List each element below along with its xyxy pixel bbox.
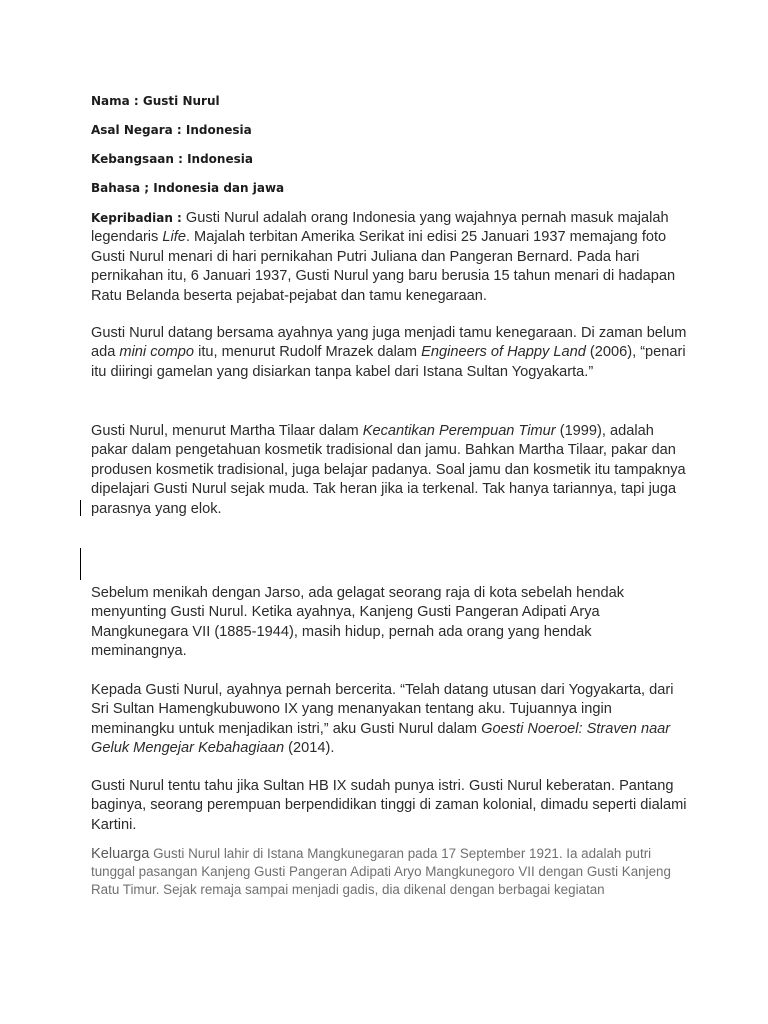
paragraph-label: Keluarga: [91, 846, 150, 862]
paragraph-text: Gusti Nurul adalah orang Indonesia yang wajahnya pernah masuk majalah legendaris: [91, 210, 669, 246]
paragraph-text: Gusti Nurul tentu tahu jika Sultan HB IX sudah punya istri. Gusti Nurul keberatan. Pantang baginya, seorang perempuan berpendidikan tinggi di zaman kolonial, dimadu seperti dialami Kartini.: [91, 778, 687, 833]
paragraph-text: Gusti Nurul lahir di Istana Mangkunegaran pada 17 September 1921. Ia adalah putri tunggal pasangan Kanjeng Gusti Pangeran Adipati Aryo Mangkunegoro VII dengan Gusti Kanjeng Ratu Timur. Sejak remaja sampai menjadi gadis, dia dikenal dengan berbagai kegiatan: [91, 846, 671, 898]
text-cursor: [80, 548, 81, 580]
text-cursor: [80, 500, 81, 516]
paragraph-text: (1999), adalah pakar dalam pengetahuan kosmetik tradisional dan jamu. Bahkan Martha Tilaar, pakar dan produsen kosmetik tradisional, juga belajar padanya. Soal jamu dan kosmetik itu tampaknya dipelajari Gusti Nurul sejak muda. Tak heran jika ia terkenal. Tak hanya tariannya, tapi juga parasnya yang elok.: [91, 423, 686, 517]
italic-title: Engineers of Happy Land: [421, 344, 586, 361]
italic-title: Kecantikan Perempuan Timur: [362, 423, 556, 439]
italic-title: Goesti Noeroel: Straven naar Geluk Mengejar Kebahagiaan: [91, 720, 671, 757]
paragraph-5: [91, 681, 691, 759]
italic-title: Life: [162, 229, 186, 246]
paragraph-4: [91, 584, 691, 662]
paragraph-3: [91, 422, 691, 519]
paragraph-label: Kepribadian :: [91, 211, 182, 225]
field-kebangsaan: Kebangsaan : Indonesia: [91, 152, 253, 166]
paragraph-text: Sebelum menikah dengan Jarso, ada gelagat seorang raja di kota sebelah hendak menyunting Gusti Nurul. Ketika ayahnya, Kanjeng Gusti Pangeran Adipati Arya Mangkunegara VII (1885-1944), masih hidup, pernah ada orang yang hendak meminangnya.: [91, 585, 625, 660]
paragraph-text: (2006), “penari itu diiringi gamelan yang disiarkan tanpa kabel dari Istana Sultan Yogyakarta.”: [91, 344, 686, 380]
paragraph-text: itu, menurut Rudolf Mrazek dalam: [194, 344, 422, 361]
italic-term: mini compo: [119, 344, 195, 361]
paragraph-kepribadian: [91, 209, 691, 306]
paragraph-text: Gusti Nurul, menurut Martha Tilaar dalam: [91, 423, 363, 439]
paragraph-text: . Majalah terbitan Amerika Serikat ini edisi 25 Januari 1937 memajang foto Gusti Nurul menari di hari pernikahan Putri Juliana dan Pangeran Bernard. Pada hari pernikahan itu, 6 Januari 1937, Gusti Nurul yang baru berusia 15 tahun menari di hadapan Ratu Belanda beserta pejabat-pejabat dan tamu kenegaraan.: [91, 229, 676, 304]
paragraph-6: [91, 777, 691, 835]
field-bahasa: Bahasa ; Indonesia dan jawa: [91, 181, 285, 195]
field-nama: Nama : Gusti Nurul: [91, 94, 220, 108]
paragraph-2: [91, 324, 691, 382]
paragraph-text: Gusti Nurul datang bersama ayahnya yang juga menjadi tamu kenegaraan. Di zaman belum ada: [91, 325, 687, 361]
field-asal-negara: Asal Negara : Indonesia: [91, 123, 252, 137]
paragraph-text: (2014).: [284, 740, 335, 757]
paragraph-text: Kepada Gusti Nurul, ayahnya pernah bercerita. “Telah datang utusan dari Yogyakarta, dari Sri Sultan Hamengkubuwono IX yang menanyakan tentang aku. Tujuannya ingin meminangku untuk menjadikan istri,” aku Gusti Nurul dalam: [91, 682, 674, 737]
paragraph-keluarga: [91, 845, 691, 900]
